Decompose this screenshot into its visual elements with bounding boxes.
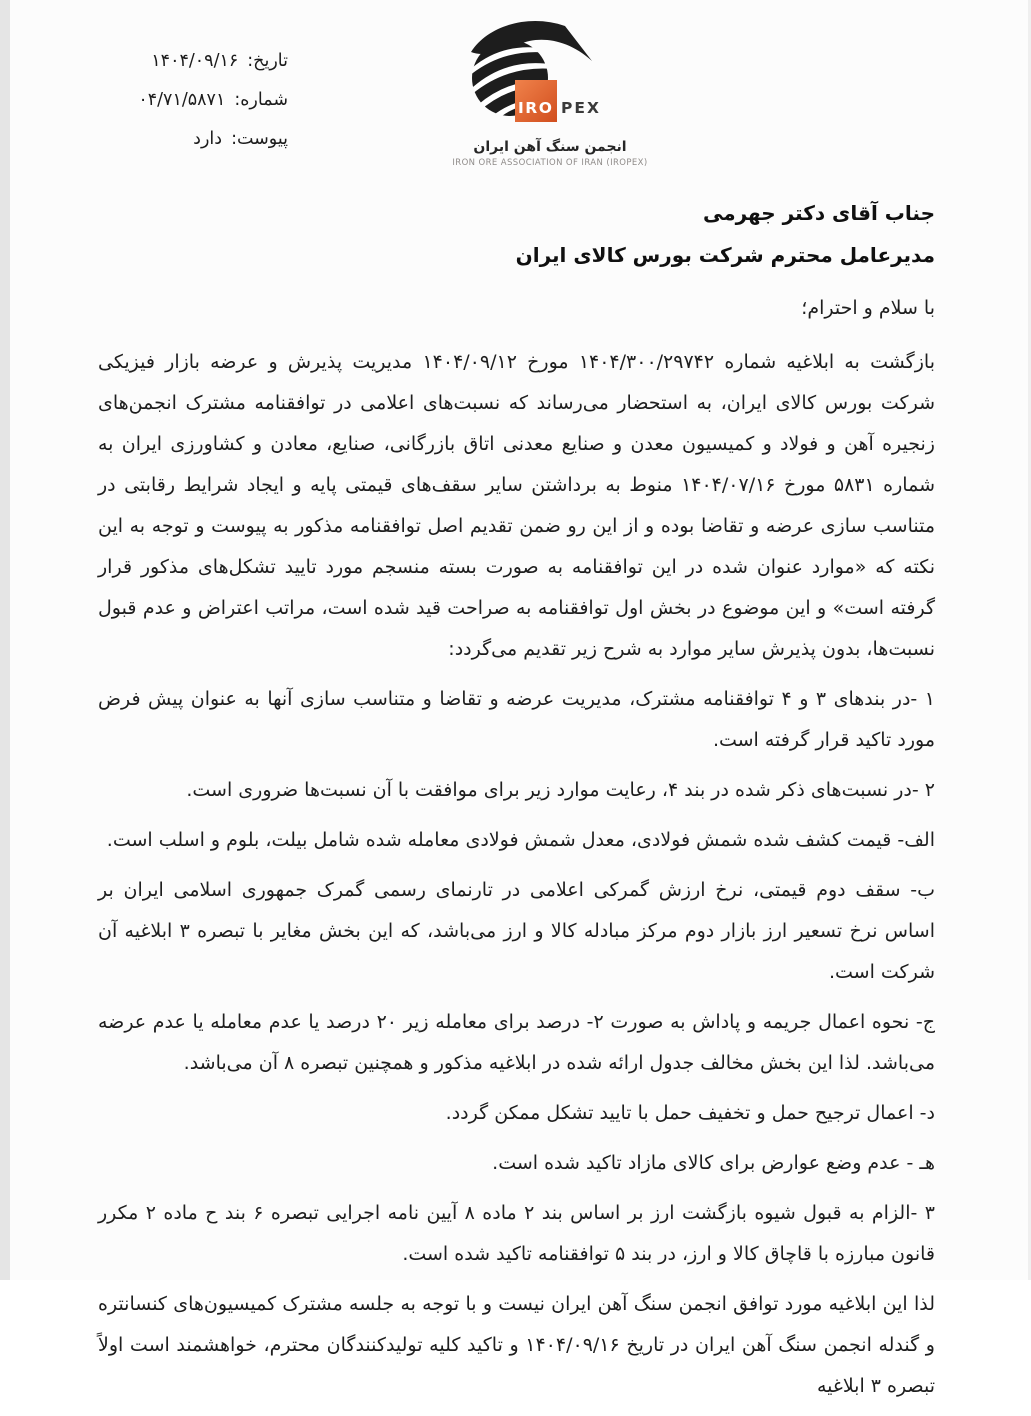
recipient-block bbox=[516, 192, 935, 276]
number-value: ۰۴/۷۱/۵۸۷۱ bbox=[138, 89, 226, 110]
letter-number-row bbox=[138, 89, 288, 112]
salutation: با سلام و احترام؛ bbox=[801, 297, 935, 319]
letter-meta bbox=[138, 50, 288, 166]
letter-attachment-row bbox=[138, 128, 288, 151]
recipient-title: مدیرعامل محترم شرکت بورس کالای ایران bbox=[515, 243, 935, 267]
list-item-2-jim: ج- نحوه اعمال جریمه و پاداش به صورت ۲- درصد برای معامله زیر ۲۰ درصد یا عدم معامله یا عدم عرضه می‌باشد. لذا این بخش مخالف جدول ارائه شده در ابلاغیه مذکور و همچنین تبصره ۸ آن می‌باشد. bbox=[98, 1011, 936, 1074]
wordmark-iro: IRO bbox=[518, 99, 554, 117]
iropex-logo bbox=[425, 16, 675, 168]
wordmark-pex: PEX bbox=[561, 99, 601, 117]
logo-caption-en: IRON ORE ASSOCIATION OF IRAN (IROPEX) bbox=[452, 158, 648, 168]
closing-paragraph: لذا این ابلاغیه مورد توافق انجمن سنگ آهن ایران نیست و با توجه به جلسه مشترک کمیسیون‌های کنسانتره و گندله انجمن سنگ آهن ایران در تاریخ ۱۴۰۴/۰۹/۱۶ و تاکید کلیه تولیدکنندگان محترم، خواهشمند است اولاً تبصره ۳ ابلاغیه bbox=[98, 1293, 935, 1397]
attachment-value: دارد bbox=[193, 128, 223, 149]
list-item-2-dal: د- اعمال ترجیح حمل و تخفیف حمل با تایید تشکل ممکن گردد. bbox=[445, 1102, 935, 1124]
date-label: تاریخ: bbox=[247, 51, 288, 71]
list-item-3: ۳ -الزام به قبول شیوه بازگشت ارز بر اساس بند ۲ ماده ۸ آیین نامه اجرایی تبصره ۶ بند ح ماده ۲ مکرر قانون مبارزه با قاچاق کالا و ارز، در بند ۵ توافقنامه تاکید شده است. bbox=[98, 1202, 935, 1265]
list-item-2-alef: الف- قیمت کشف شده شمش فولادی، معدل شمش فولادی معامله شده شامل بیلت، بلوم و اسلب است. bbox=[106, 829, 935, 851]
attachment-label: پیوست: bbox=[231, 128, 288, 149]
list-item-2-be: ب- سقف دوم قیمتی، نرخ ارزش گمرکی اعلامی در تارنمای رسمی گمرک جمهوری اسلامی ایران بر اساس نرخ تسعیر ارز بازار دوم مرکز مبادله کالا و ارز می‌باشد، که این بخش مغایر با تبصره ۳ ابلاغیه آن شرکت است. bbox=[98, 879, 935, 983]
list-item-2: ۲ -در نسبت‌های ذکر شده در بند ۴، رعایت موارد زیر برای موافقت با آن نسبت‌ها ضروری است. bbox=[186, 779, 935, 801]
intro-paragraph: بازگشت به ابلاغیه شماره ۱۴۰۴/۳۰۰/۲۹۷۴۲ مورخ ۱۴۰۴/۰۹/۱۲ مدیریت پذیرش و عرضه بازار فیزیکی شرکت بورس کالای ایران، به استحضار می‌رساند که نسبت‌های اعلامی در توافقنامه مشترک انجمن‌های زنجیره آهن و فولاد و کمیسیون معدن و صنایع معدنی اتاق بازرگانی، صنایع، معادن و کشاورزی ایران به شماره ۵۸۳۱ مورخ ۱۴۰۴/۰۷/۱۶ منوط به برداشتن سایر سقف‌های قیمتی پایه و ایجاد شرایط رقابتی در متناسب سازی عرضه و تقاضا بوده و از این رو ضمن تقدیم اصل توافقنامه مذکور به پیوست و توجه به این نکته که «موارد عنوان شده در این توافقنامه به صورت بسته منسجم مورد تایید تشکل‌های مذکور قرار گرفته است» و این موضوع در بخش اول توافقنامه به صراحت قید شده است، مراتب اعتراض و عدم قبول نسبت‌ها، بدون پذیرش سایر موارد به شرح زیر تقدیم می‌گردد: bbox=[98, 351, 936, 660]
iropex-logo-mark-icon bbox=[425, 16, 675, 134]
list-item-2-he: هـ - عدم وضع عوارض برای کالای مازاد تاکید شده است. bbox=[492, 1152, 935, 1174]
date-value: ۱۴۰۴/۰۹/۱۶ bbox=[151, 51, 239, 71]
scan-edge-left bbox=[0, 0, 10, 1280]
logo-caption-fa: انجمن سنگ آهن ایران bbox=[473, 139, 627, 155]
letter-date-row bbox=[138, 50, 288, 73]
letter-body bbox=[98, 342, 935, 1416]
number-label: شماره: bbox=[234, 89, 288, 110]
list-item-1: ۱ -در بندهای ۳ و ۴ توافقنامه مشترک، مدیریت عرضه و تقاضا و متناسب سازی آنها به عنوان پیش فرض مورد تاکید قرار گرفته است. bbox=[98, 688, 935, 751]
recipient-name: جناب آقای دکتر جهرمی bbox=[702, 201, 935, 225]
